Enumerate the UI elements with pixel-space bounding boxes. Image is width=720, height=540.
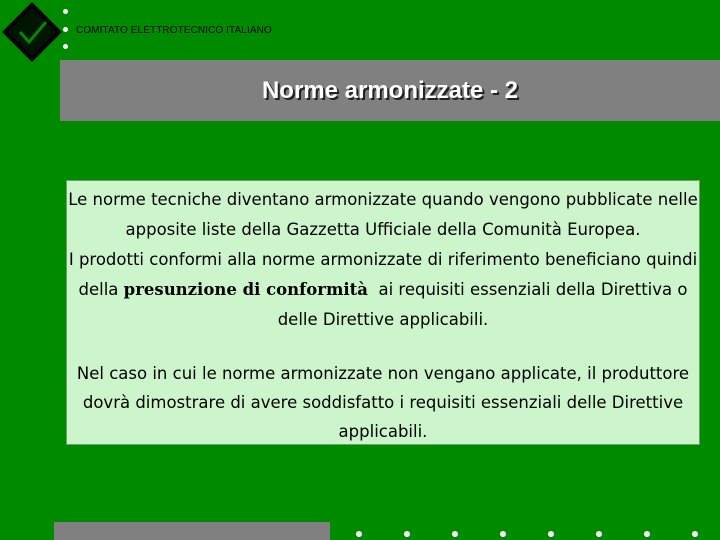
footer-dot-icon (692, 531, 698, 537)
paragraph-non-application: Nel caso in cui le norme armonizzate non vengano applicate, il produttore dovrà dimostrare di avere soddisfatto i requisiti essenziali delle Direttive applicabili. (76, 364, 690, 441)
footer-dot-icon (500, 531, 506, 537)
logo-dot-icon (63, 27, 68, 32)
emphasis-text: presunzione di conformità (123, 280, 368, 299)
footer-dot-icon (548, 531, 554, 537)
footer-dot-icon (356, 531, 362, 537)
logo-dot-icon (63, 44, 68, 49)
organization-name: COMITATO ELETTROTECNICO ITALIANO (76, 25, 272, 36)
logo-dot-icon (63, 9, 68, 14)
paragraph-text: ai requisiti essenziali della Direttiva o delle Direttive applicabili. (277, 280, 693, 329)
slide-title: Norme armonizzate - 2 (261, 77, 519, 104)
content-box (66, 180, 700, 445)
paragraph-text: I prodotti conformi alla norme armonizzate di riferimento beneficiano quindi della (68, 250, 698, 299)
paragraph-harmonized-standards (67, 185, 699, 335)
footer-dot-icon (404, 531, 410, 537)
footer-dot-icon (596, 531, 602, 537)
paragraph-text: Le norme tecniche diventano armonizzate quando vengono pubblicate nelle apposite liste della Gazzetta Ufficiale della Comunità Europea. (68, 190, 698, 239)
diamond-check-logo-icon (2, 2, 62, 62)
footer-dot-icon (644, 531, 650, 537)
title-bar (60, 60, 720, 121)
footer-dots (0, 531, 720, 537)
footer-dot-icon (452, 531, 458, 537)
